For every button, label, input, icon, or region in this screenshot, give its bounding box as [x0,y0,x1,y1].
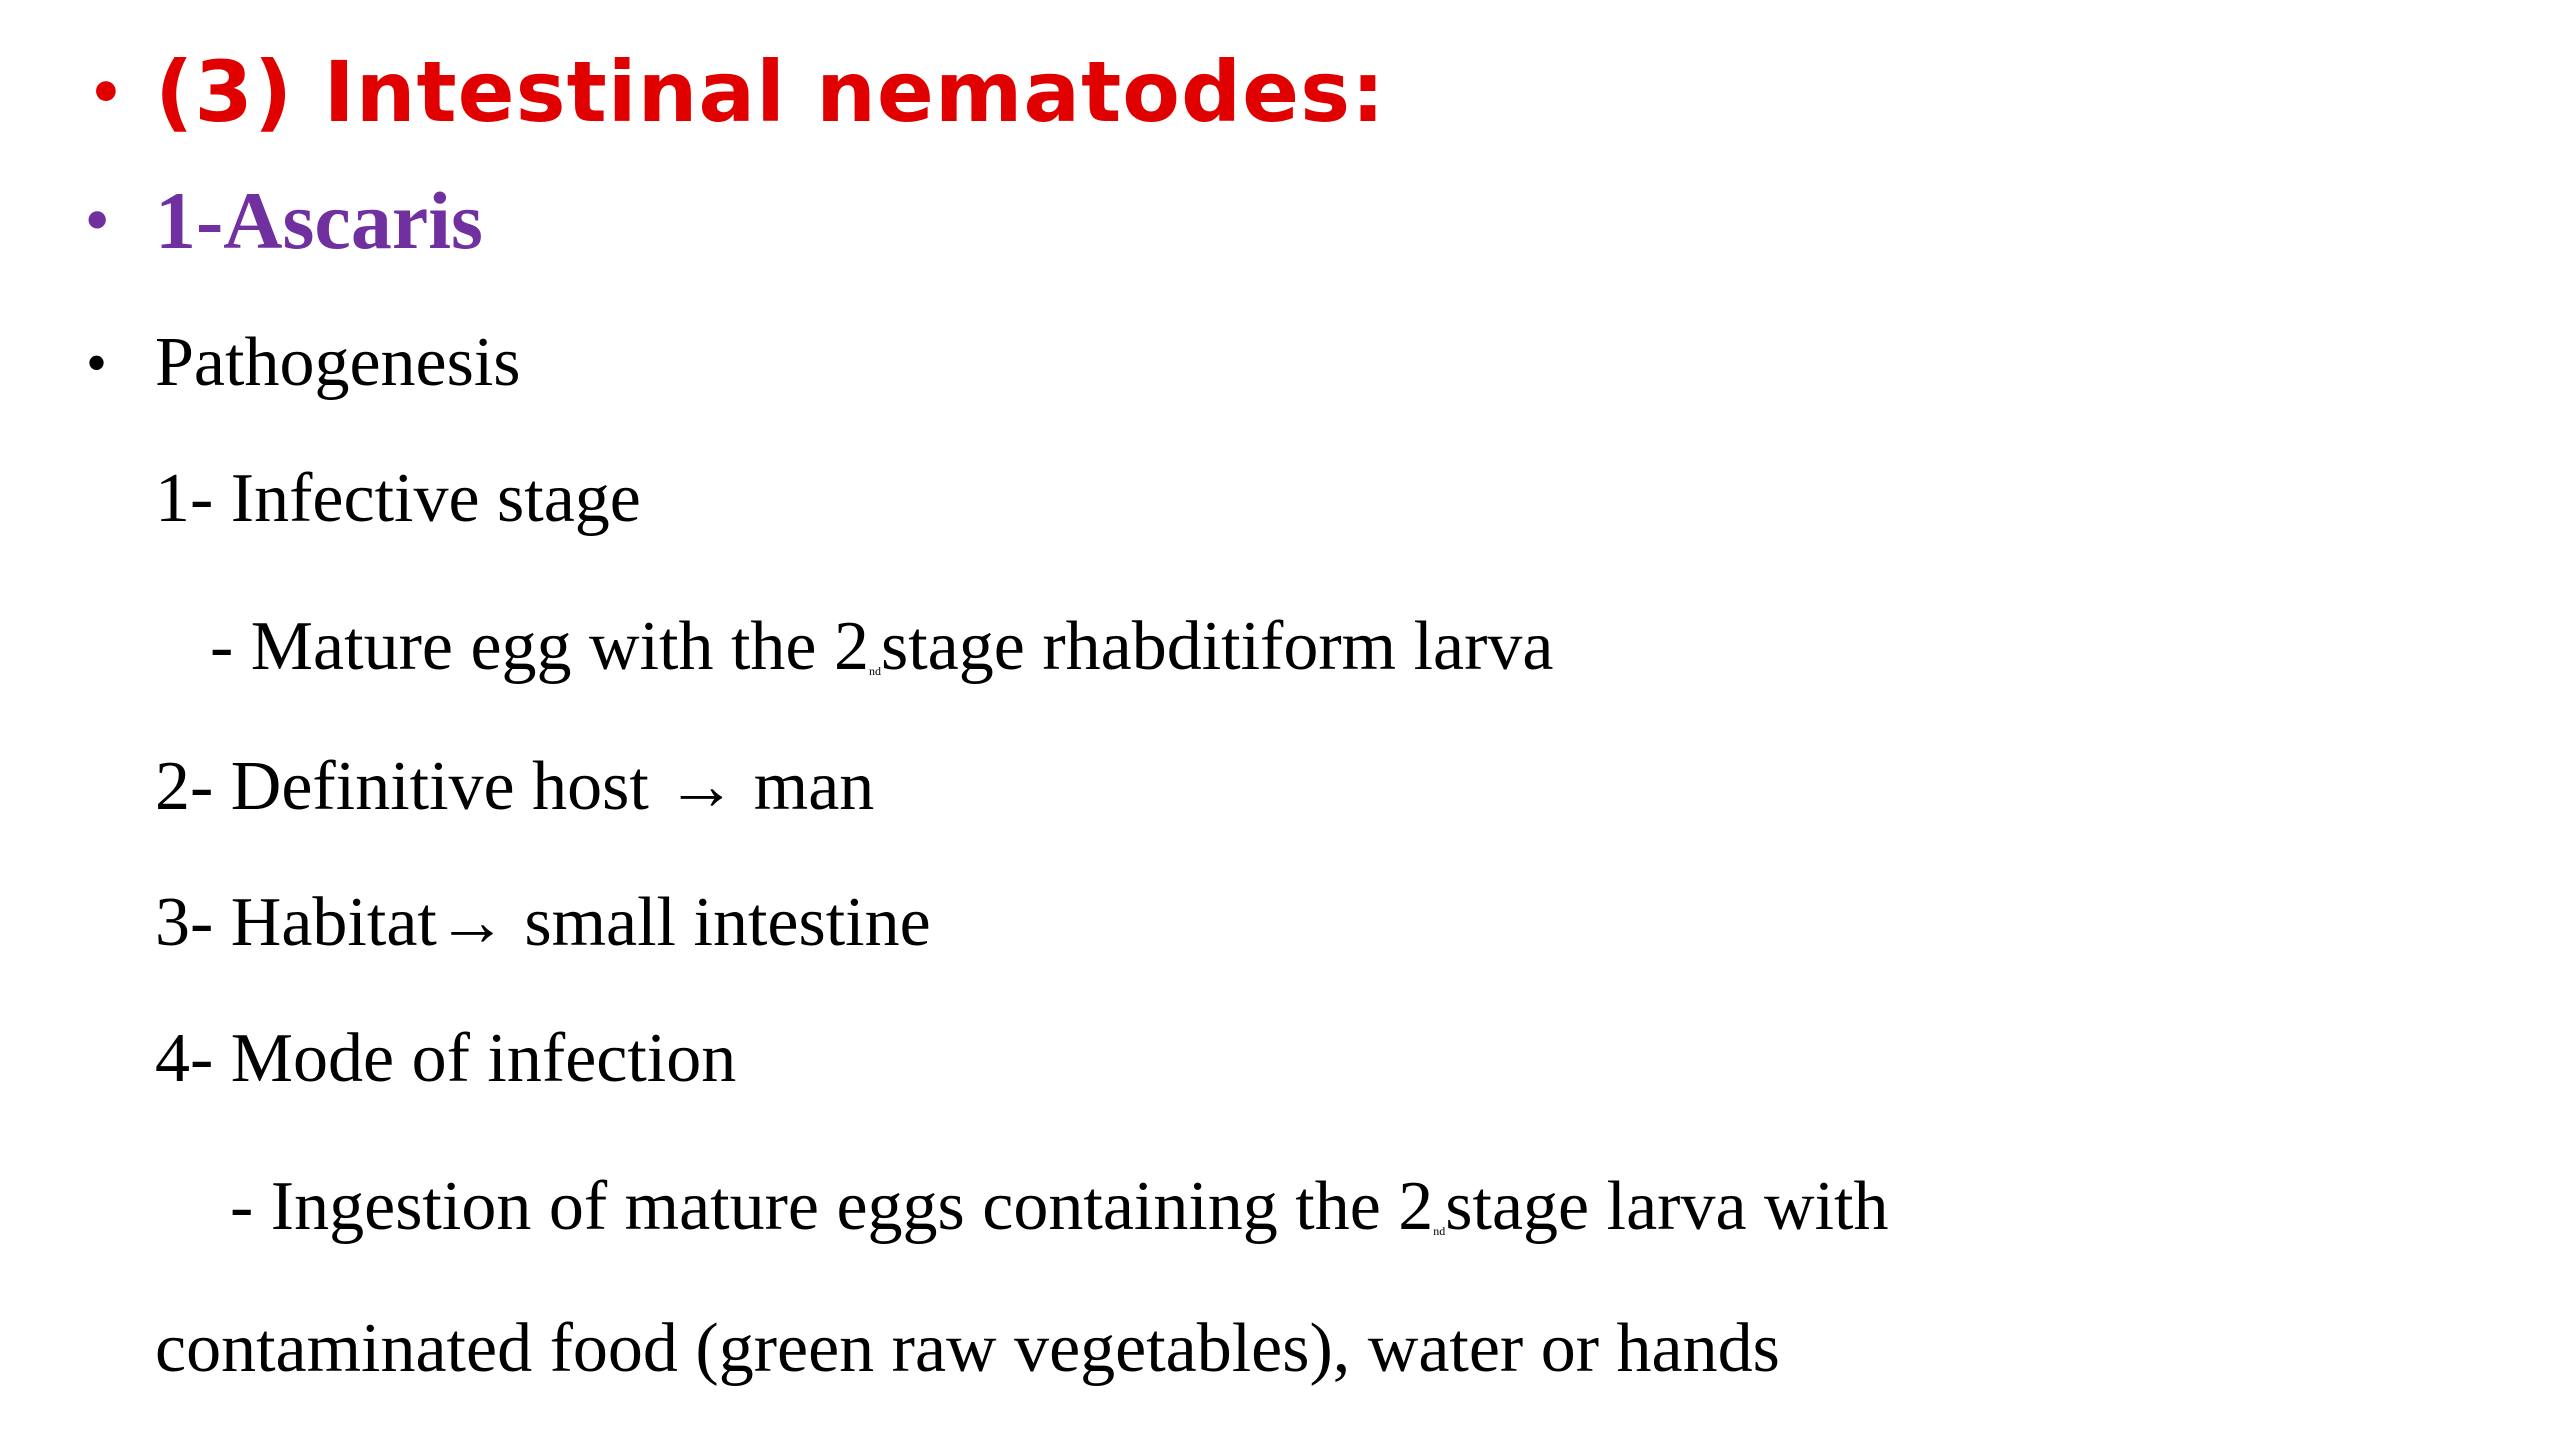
infective-stage: 1- Infective stage [155,460,641,537]
subheading-ascaris: 1-Ascaris [155,175,483,266]
pathogenesis-bullet: • [86,330,108,396]
heading-bullet: • [88,61,124,126]
mature-egg-text-end: stage rhabditiform larva [880,608,1554,685]
pathogenesis-label: Pathogenesis [155,324,521,401]
contaminated-food-line: contaminated food (green raw vegetables), water or hands [155,1310,1780,1387]
mature-egg-text-start: - Mature egg with the 2 [210,608,869,685]
definitive-host: 2- Definitive host → man [155,748,875,825]
ingestion-text-start: - Ingestion of mature eggs containing the 2 [230,1168,1434,1245]
heading-intestinal-nematodes: (3) Intestinal nematodes: [155,43,1386,141]
mature-egg-superscript: nd [868,664,881,678]
ingestion-superscript: nd [1433,1224,1446,1238]
subheading-bullet: • [86,184,109,255]
ingestion-line [230,1168,1889,1245]
habitat: 3- Habitat→ small intestine [155,884,931,961]
ingestion-text-end: stage larva with [1445,1168,1889,1245]
mature-egg-line [210,608,1554,685]
mode-of-infection: 4- Mode of infection [155,1020,737,1097]
